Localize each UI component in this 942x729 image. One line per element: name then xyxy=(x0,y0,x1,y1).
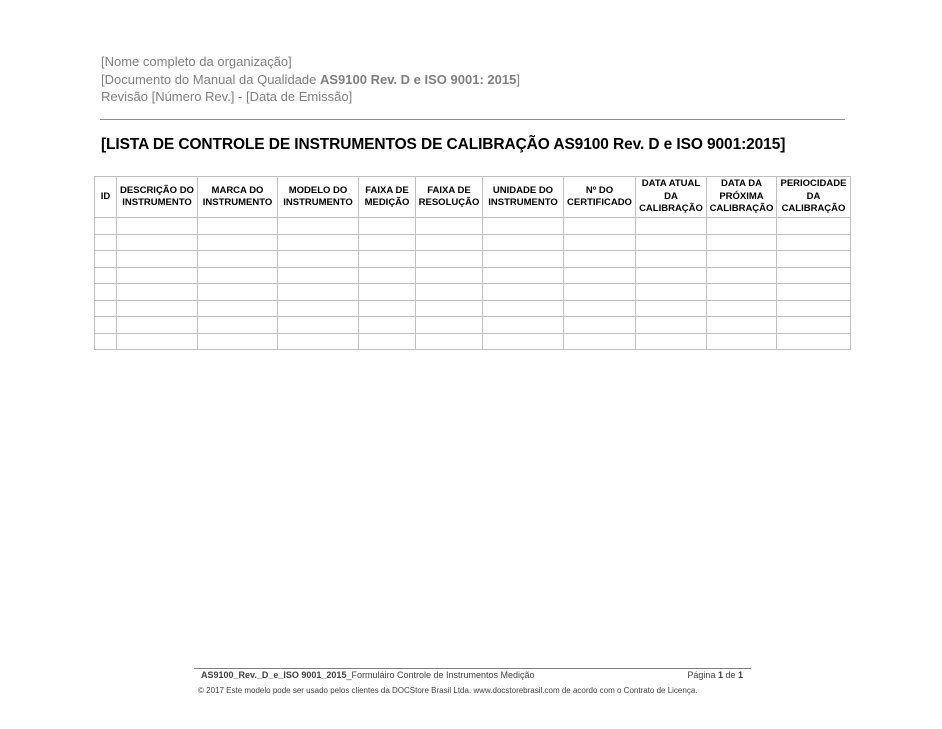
table-cell[interactable] xyxy=(278,284,359,301)
table-row xyxy=(95,333,851,350)
table-cell[interactable] xyxy=(483,284,564,301)
table-cell[interactable] xyxy=(416,218,483,235)
table-cell[interactable] xyxy=(707,300,777,317)
table-cell[interactable] xyxy=(416,333,483,350)
table-cell[interactable] xyxy=(636,267,707,284)
table-cell[interactable] xyxy=(416,300,483,317)
table-cell[interactable] xyxy=(777,333,851,350)
table-row xyxy=(95,251,851,268)
table-cell[interactable] xyxy=(636,317,707,334)
table-cell[interactable] xyxy=(416,317,483,334)
column-header-calibration-periodicity: PERIOCIDADE DA CALIBRAÇÃO xyxy=(777,177,851,218)
table-cell[interactable] xyxy=(278,218,359,235)
table-cell[interactable] xyxy=(416,251,483,268)
table-cell[interactable] xyxy=(198,234,278,251)
table-cell[interactable] xyxy=(117,218,198,235)
table-cell[interactable] xyxy=(707,333,777,350)
table-cell[interactable] xyxy=(359,251,416,268)
table-cell[interactable] xyxy=(483,251,564,268)
instrument-table xyxy=(94,176,851,350)
column-header-next-calibration-date: DATA DA PRÓXIMA CALIBRAÇÃO xyxy=(707,177,777,218)
page-separator: de xyxy=(722,670,738,680)
table-cell[interactable] xyxy=(95,251,117,268)
table-row xyxy=(95,300,851,317)
column-header-certificate-number: Nº DO CERTIFICADO xyxy=(564,177,636,218)
table-cell[interactable] xyxy=(707,218,777,235)
table-cell[interactable] xyxy=(564,218,636,235)
table-cell[interactable] xyxy=(198,267,278,284)
table-cell[interactable] xyxy=(95,234,117,251)
table-cell[interactable] xyxy=(707,284,777,301)
table-row xyxy=(95,267,851,284)
table-cell[interactable] xyxy=(95,284,117,301)
document-header xyxy=(101,53,520,106)
page-title: [LISTA DE CONTROLE DE INSTRUMENTOS DE CALIBRAÇÃO AS9100 Rev. D e ISO 9001:2015] xyxy=(101,136,786,153)
document-reference-suffix: ] xyxy=(516,71,520,87)
footer-document-name xyxy=(201,670,535,680)
table-cell[interactable] xyxy=(117,284,198,301)
table-cell[interactable] xyxy=(707,317,777,334)
table-cell[interactable] xyxy=(483,267,564,284)
table-cell[interactable] xyxy=(483,234,564,251)
table-cell[interactable] xyxy=(564,284,636,301)
page-label: Página xyxy=(687,670,718,680)
table-cell[interactable] xyxy=(777,317,851,334)
table-row xyxy=(95,284,851,301)
table-cell[interactable] xyxy=(777,251,851,268)
table-cell[interactable] xyxy=(636,234,707,251)
table-cell[interactable] xyxy=(416,267,483,284)
table-cell[interactable] xyxy=(483,317,564,334)
table-cell[interactable] xyxy=(636,251,707,268)
table-cell[interactable] xyxy=(359,317,416,334)
table-cell[interactable] xyxy=(636,284,707,301)
table-cell[interactable] xyxy=(707,267,777,284)
table-cell[interactable] xyxy=(707,251,777,268)
table-cell[interactable] xyxy=(117,317,198,334)
header-divider xyxy=(100,119,845,120)
table-cell[interactable] xyxy=(198,333,278,350)
revision-line: Revisão [Número Rev.] - [Data de Emissão] xyxy=(101,89,353,104)
table-cell[interactable] xyxy=(416,234,483,251)
table-cell[interactable] xyxy=(359,267,416,284)
table-row xyxy=(95,234,851,251)
column-header-current-calibration-date: DATA ATUAL DA CALIBRAÇÃO xyxy=(636,177,707,218)
table-cell[interactable] xyxy=(636,333,707,350)
table-cell[interactable] xyxy=(117,267,198,284)
column-header-brand: MARCA DO INSTRUMENTO xyxy=(198,177,278,218)
table-cell[interactable] xyxy=(117,300,198,317)
footer-document-title: _Formuláiro Controle de Instrumentos Medição xyxy=(346,670,535,680)
table-cell[interactable] xyxy=(359,284,416,301)
table-cell[interactable] xyxy=(636,300,707,317)
table-cell[interactable] xyxy=(564,251,636,268)
table-cell[interactable] xyxy=(483,218,564,235)
table-cell[interactable] xyxy=(278,317,359,334)
table-cell[interactable] xyxy=(416,284,483,301)
table-cell[interactable] xyxy=(278,300,359,317)
table-cell[interactable] xyxy=(95,267,117,284)
table-cell[interactable] xyxy=(117,251,198,268)
page-footer xyxy=(194,668,751,695)
table-cell[interactable] xyxy=(278,234,359,251)
table-cell[interactable] xyxy=(198,317,278,334)
table-cell[interactable] xyxy=(198,284,278,301)
table-cell[interactable] xyxy=(359,300,416,317)
table-cell[interactable] xyxy=(95,333,117,350)
table-cell[interactable] xyxy=(359,333,416,350)
table-cell[interactable] xyxy=(95,218,117,235)
table-cell[interactable] xyxy=(777,267,851,284)
table-cell[interactable] xyxy=(636,218,707,235)
table-cell[interactable] xyxy=(95,300,117,317)
table-body xyxy=(95,218,851,350)
table-cell[interactable] xyxy=(564,267,636,284)
table-cell[interactable] xyxy=(359,234,416,251)
table-cell[interactable] xyxy=(777,300,851,317)
column-header-description: DESCRIÇÃO DO INSTRUMENTO xyxy=(117,177,198,218)
footer-page-number xyxy=(687,670,743,680)
document-reference-prefix: [Documento do Manual da Qualidade xyxy=(101,71,320,87)
table-cell[interactable] xyxy=(359,218,416,235)
column-header-resolution-range: FAIXA DE RESOLUÇÃO xyxy=(416,177,483,218)
document-standard: AS9100 Rev. D e ISO 9001: 2015 xyxy=(319,71,517,87)
table-cell[interactable] xyxy=(483,300,564,317)
table-cell[interactable] xyxy=(117,234,198,251)
footer-document-code: AS9100_Rev._D_e_ISO 9001_2015 xyxy=(201,670,347,680)
table-row xyxy=(95,218,851,235)
column-header-measurement-range: FAIXA DE MEDIÇÃO xyxy=(359,177,416,218)
footer-copyright: © 2017 Este modelo pode ser usado pelos clientes da DOCStore Brasil Ltda. www.docstorebrasil.com de acordo com o Contrato de Licença. xyxy=(198,686,698,695)
table-cell[interactable] xyxy=(564,317,636,334)
document-reference xyxy=(101,71,520,89)
table-cell[interactable] xyxy=(95,317,117,334)
page-total: 1 xyxy=(737,670,743,680)
table-header-row xyxy=(95,177,851,218)
column-header-model: MODELO DO INSTRUMENTO xyxy=(278,177,359,218)
column-header-id: ID xyxy=(95,177,117,218)
table-cell[interactable] xyxy=(278,251,359,268)
column-header-unit: UNIDADE DO INSTRUMENTO xyxy=(483,177,564,218)
organization-name: [Nome completo da organização] xyxy=(101,54,292,69)
table-cell[interactable] xyxy=(198,251,278,268)
table-cell[interactable] xyxy=(707,234,777,251)
table-cell[interactable] xyxy=(777,234,851,251)
table-cell[interactable] xyxy=(777,218,851,235)
table-cell[interactable] xyxy=(278,333,359,350)
page-current: 1 xyxy=(717,670,723,680)
table-cell[interactable] xyxy=(483,333,564,350)
table-row xyxy=(95,317,851,334)
table-cell[interactable] xyxy=(117,333,198,350)
table-cell[interactable] xyxy=(564,333,636,350)
table-cell[interactable] xyxy=(198,218,278,235)
table-cell[interactable] xyxy=(564,300,636,317)
table-cell[interactable] xyxy=(278,267,359,284)
table-cell[interactable] xyxy=(777,284,851,301)
table-cell[interactable] xyxy=(198,300,278,317)
table-cell[interactable] xyxy=(564,234,636,251)
